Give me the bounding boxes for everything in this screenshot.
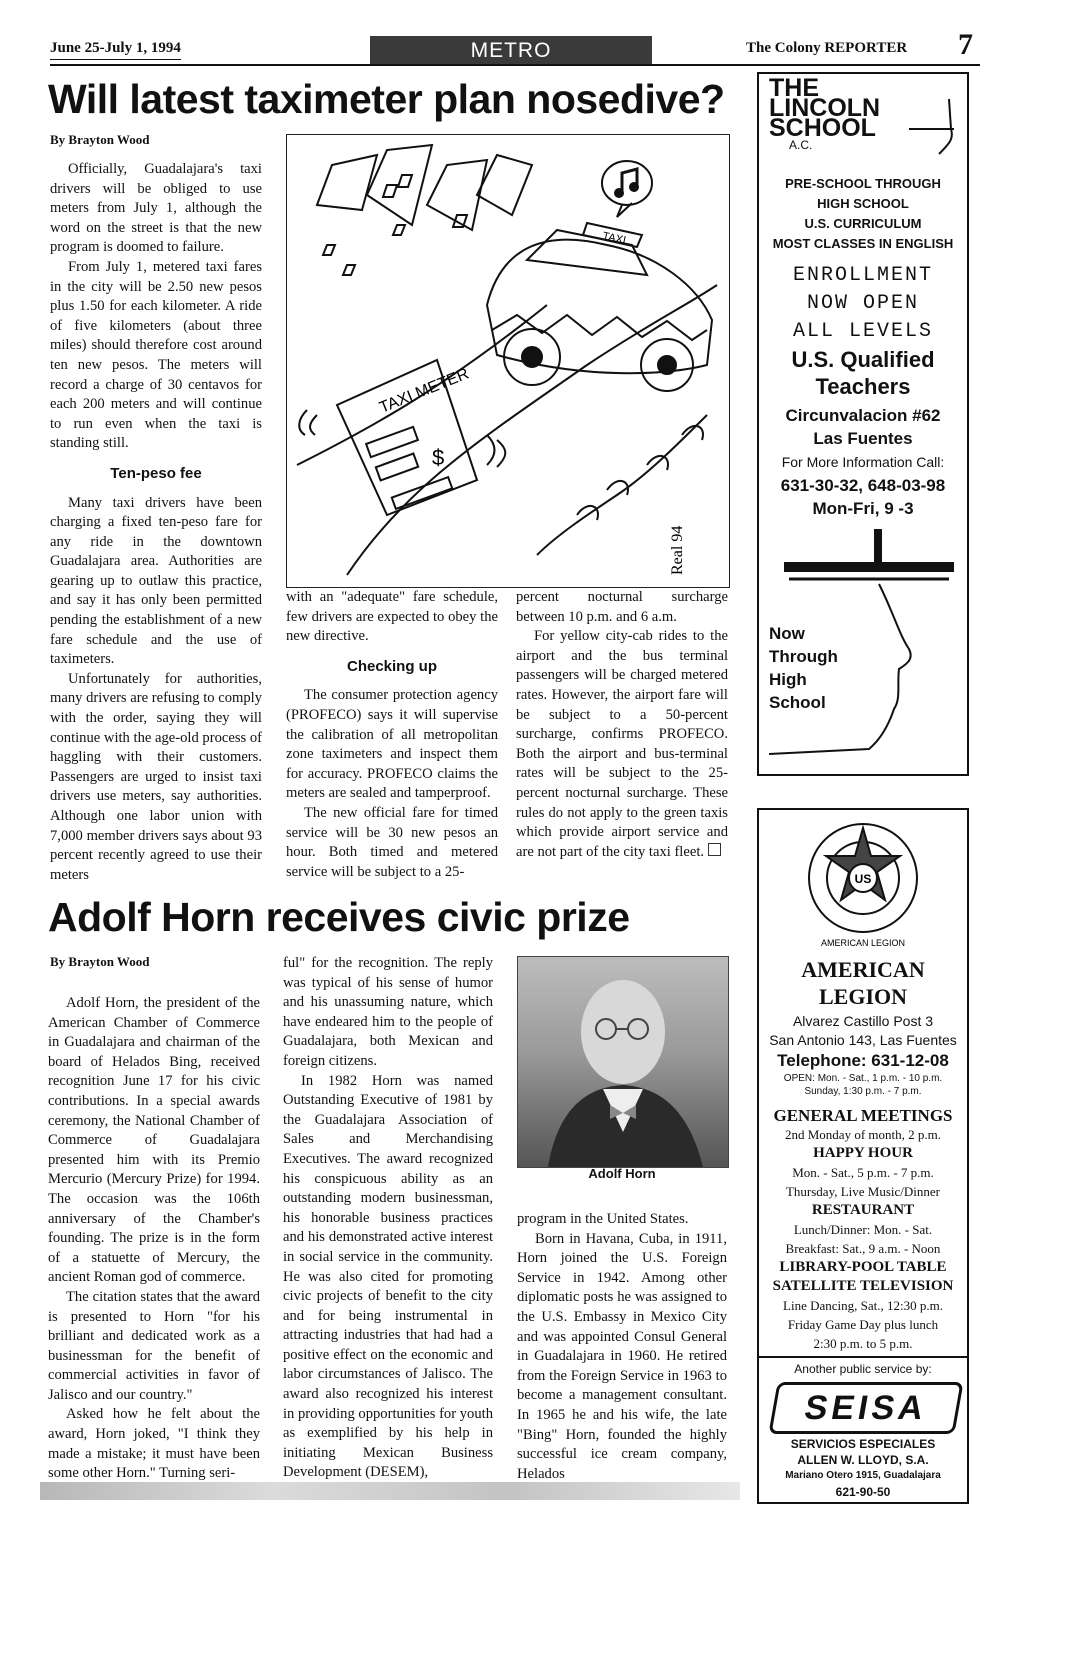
sponsor-text: Another public service by:	[794, 1362, 932, 1376]
photo-caption: Adolf Horn	[588, 1166, 656, 1181]
taxi-sign-label: TAXI	[601, 230, 627, 247]
ad-line: HIGH SCHOOL	[817, 196, 909, 211]
american-legion-ad	[757, 808, 969, 1504]
portrait-illustration	[518, 957, 728, 1167]
article1-byline: By Brayton Wood	[50, 132, 150, 147]
article2-col1	[48, 994, 260, 1484]
ad-line: MOST CLASSES IN ENGLISH	[772, 236, 954, 251]
article1-headline: Will latest taximeter plan nosedive?	[48, 76, 725, 122]
legion-telephone: Telephone: 631-12-08	[777, 1051, 949, 1070]
happy-hour-detail: Mon. - Sat., 5 p.m. - 7 p.m.	[792, 1165, 934, 1180]
sponsor-line: Mariano Otero 1915, Guadalajara	[785, 1470, 941, 1481]
paragraph: The new official fare for timed service will be 30 new pesos an hour. Both timed and metered service will be subject to a 25-	[286, 804, 498, 880]
logo-ac: A.C.	[789, 138, 813, 152]
sponsor-line: SERVICIOS ESPECIALES	[790, 1437, 936, 1451]
paragraph: From July 1, metered taxi fares in the city will be 2.50 new pesos plus 1.50 for each kilometer. A ride of five kilometers (about three miles) should therefore cost around ten new pesos. The meters will record a charge of 30 centavos for each 200 meters and will continue to run even when the taxi is standing still.	[50, 258, 262, 452]
info-text: For More Information Call:	[781, 454, 945, 470]
sponsor-line: 621-90-50	[835, 1485, 891, 1499]
school-address: Circunvalacion #62	[785, 406, 941, 425]
ad-divider	[759, 1356, 967, 1358]
section-banner: METRO	[370, 36, 652, 66]
header-rule	[50, 64, 980, 66]
happy-hour-detail: Thursday, Live Music/Dinner	[785, 1184, 941, 1199]
dollar-sign: $	[432, 445, 445, 470]
meter-label: TAXI METER	[377, 365, 472, 417]
restaurant-detail: Lunch/Dinner: Mon. - Sat.	[793, 1222, 933, 1237]
paragraph: percent nocturnal surcharge between 10 p.m. and 6 a.m.	[516, 589, 728, 625]
article1-col2	[286, 588, 498, 882]
restaurant-heading: RESTAURANT	[811, 1202, 915, 1218]
article2-col3	[517, 1210, 727, 1484]
article2-col2	[283, 954, 493, 1483]
bottom-fade	[40, 1482, 740, 1500]
now-text: Through	[769, 647, 838, 666]
paragraph: Unfortunately for authorities, many drivers are refusing to comply with the order, saying they will continue with the age-old process of haggling with their customers. Passengers are urged to insist taxi drivers use meters, say authorities. Although one labor union with 7,000 member drivers says about 93 percent recently agreed to use their meters	[50, 670, 262, 883]
qualified-text: U.S. Qualified	[791, 347, 935, 372]
page-number: 7	[958, 28, 973, 61]
phone-numbers: 631-30-32, 648-03-98	[780, 476, 946, 495]
emblem-center: US	[854, 872, 872, 886]
post-name: Alvarez Castillo Post 3	[792, 1013, 934, 1029]
taxi-body	[487, 240, 712, 374]
issue-date: June 25-July 1, 1994	[50, 40, 181, 60]
amenity-detail: Friday Game Day plus lunch	[787, 1317, 939, 1332]
office-hours: Mon-Fri, 9 -3	[812, 499, 914, 518]
article1-col3	[516, 588, 728, 862]
meetings-detail: 2nd Monday of month, 2 p.m.	[785, 1127, 941, 1142]
hours-line: OPEN: Mon. - Sat., 1 p.m. - 10 p.m.	[783, 1073, 943, 1084]
lincoln-school-ad	[757, 72, 969, 776]
article2-headline: Adolf Horn receives civic prize	[48, 894, 630, 940]
post-address: San Antonio 143, Las Fuentes	[769, 1032, 957, 1048]
article2-byline: By Brayton Wood	[50, 954, 150, 969]
enrollment-text: ALL LEVELS	[792, 320, 934, 343]
paragraph: with an "adequate" fare schedule, few drivers are expected to obey the new directive.	[286, 589, 498, 645]
music-bubble	[602, 161, 652, 205]
paragraph-text: For yellow city-cab rides to the airport and the bus terminal passengers will be charged metered rates. However, the airport fare will be subject to a 50-percent surcharge, confirms PROFECO. Both the airport and bus-terminal rates will be subject to the 25-percent nocturnal surcharge. These rules do not apply to the green taxis which provide airport service and are not part of the city taxi fleet.	[516, 628, 728, 860]
now-text: High	[769, 670, 807, 689]
pencil-icon	[899, 84, 959, 164]
amenity-detail: 2:30 p.m. to 5 p.m.	[813, 1336, 913, 1351]
restaurant-detail: Breakfast: Sat., 9 a.m. - Noon	[785, 1241, 941, 1256]
enrollment-text: ENROLLMENT	[792, 264, 934, 287]
amenity-detail: Line Dancing, Sat., 12:30 p.m.	[783, 1298, 943, 1313]
logo-text: LINCOLN	[769, 94, 881, 122]
paragraph: The citation states that the award is presented to Horn "for his brilliant and dedicated work as a businessman for the benefit of commercial activities in favor of Jalisco and our country."	[48, 1288, 260, 1403]
now-text: School	[769, 693, 826, 712]
legion-title: AMERICAN	[801, 957, 925, 982]
logo-text: SCHOOL	[769, 114, 876, 142]
end-mark-icon	[708, 843, 721, 856]
article1-col1	[50, 160, 262, 885]
school-address: Las Fuentes	[813, 429, 913, 448]
paragraph: ful" for the recognition. The reply was typical of his sense of humor and his unassuming nature, which have endeared him to the people of Guadalajara, both Mexican and foreign citizens.	[283, 955, 493, 1069]
paragraph: Asked how he felt about the award, Horn joked, "I think they made a mistake; it must have been some other Horn." Turning seri-	[48, 1406, 260, 1482]
enrollment-text: NOW OPEN	[806, 292, 919, 315]
hours-line: Sunday, 1:30 p.m. - 7 p.m.	[804, 1086, 922, 1097]
building-shape	[317, 155, 377, 210]
paragraph: Adolf Horn, the president of the American Chamber of Commerce in Guadalajara and chairman of the board of Helados Bing, received recognition June 17 for his civic contributions. In a special awards ceremony, the National Chamber of Commerce of Guadalajara presented him with its Premio Mercurio (Mercury Prize) for 1994. The occasion was the 106th anniversary of the Chamber's founding. The prize is in the form of a statuette of Mercury, the ancient Roman god of commerce.	[48, 995, 260, 1286]
paragraph: Many taxi drivers have been charging a fixed ten-peso fare for any ride in the downtown Guadalajara area. Authorities are gearing up to outlaw this practice, and say it has only been permitted pending the establishment of a new fare schedule and the use of taximeters.	[50, 494, 262, 668]
paragraph: In 1982 Horn was named Outstanding Executive of 1981 by the Guadalajara Association of Sales and Merchandising Executives. The award recognized his conspicuous ability as an outstanding modern businessman, his honorable business practices and his demonstrated active interest in social service in the community. He was also cited for promoting civic projects of benefit to the city and for being instrumental in attracting industries that had had a positive effect on the economic and labor circumstances of Jalisco. The award also recognized his interest in providing opportunities for youth as exemplified by his help in initiating Mexican Business Development (DESEM),	[283, 1072, 493, 1481]
cartoon-illustration	[287, 135, 729, 587]
adolf-horn-photo	[517, 956, 729, 1168]
subhead: Ten-peso fee	[110, 464, 202, 482]
subhead: Checking up	[346, 657, 437, 675]
legion-title: LEGION	[818, 984, 908, 1009]
ad-line: PRE-SCHOOL THROUGH	[785, 176, 941, 191]
amenity-heading: LIBRARY-POOL TABLE	[779, 1259, 947, 1275]
seisa-logo: SEISA	[768, 1382, 963, 1434]
qualified-text: Teachers	[815, 374, 911, 399]
ad-line: U.S. CURRICULUM	[804, 216, 922, 231]
publication-name: The Colony REPORTER	[746, 40, 908, 56]
legion-emblem-icon	[805, 816, 921, 956]
paragraph: The consumer protection agency (PROFECO) says it will supervise the calibration of all metropolitan zone taximeters and inspect them for accuracy. PROFECO claims the meters are sealed and tamperproof.	[286, 687, 498, 802]
sponsor-line: ALLEN W. LLOYD, S.A.	[797, 1453, 929, 1467]
paragraph: Born in Havana, Cuba, in 1911, Horn joined the U.S. Foreign Service in 1942. Among other diplomatic posts he was assigned to the U.S. Embassy in Mexico City and was appointed Consul General in Guadalajara in 1960. He retired from the Foreign Service in 1963 to become a management consultant. In 1965 he and his wife, the late "Bing" Horn, founded the highly successful ice cream company, Helados	[517, 1230, 727, 1482]
now-text: Now	[769, 624, 805, 643]
amenity-heading: SATELLITE TELEVISION	[772, 1278, 954, 1294]
meetings-heading: GENERAL MEETINGS	[773, 1106, 953, 1125]
happy-hour-heading: HAPPY HOUR	[813, 1145, 913, 1161]
emblem-ring-text: AMERICAN LEGION	[820, 938, 906, 948]
taxi-cartoon	[286, 134, 730, 588]
paragraph: Officially, Guadalajara's taxi drivers will be obliged to use meters from July 1, although the word on the street is that the new program is doomed to failure.	[50, 161, 262, 256]
paragraph: program in the United States.	[517, 1211, 689, 1227]
paragraph	[516, 627, 728, 862]
logo-text: THE	[769, 74, 819, 102]
cartoonist-signature: Real 94	[669, 525, 686, 575]
lincoln-logo	[769, 74, 881, 152]
